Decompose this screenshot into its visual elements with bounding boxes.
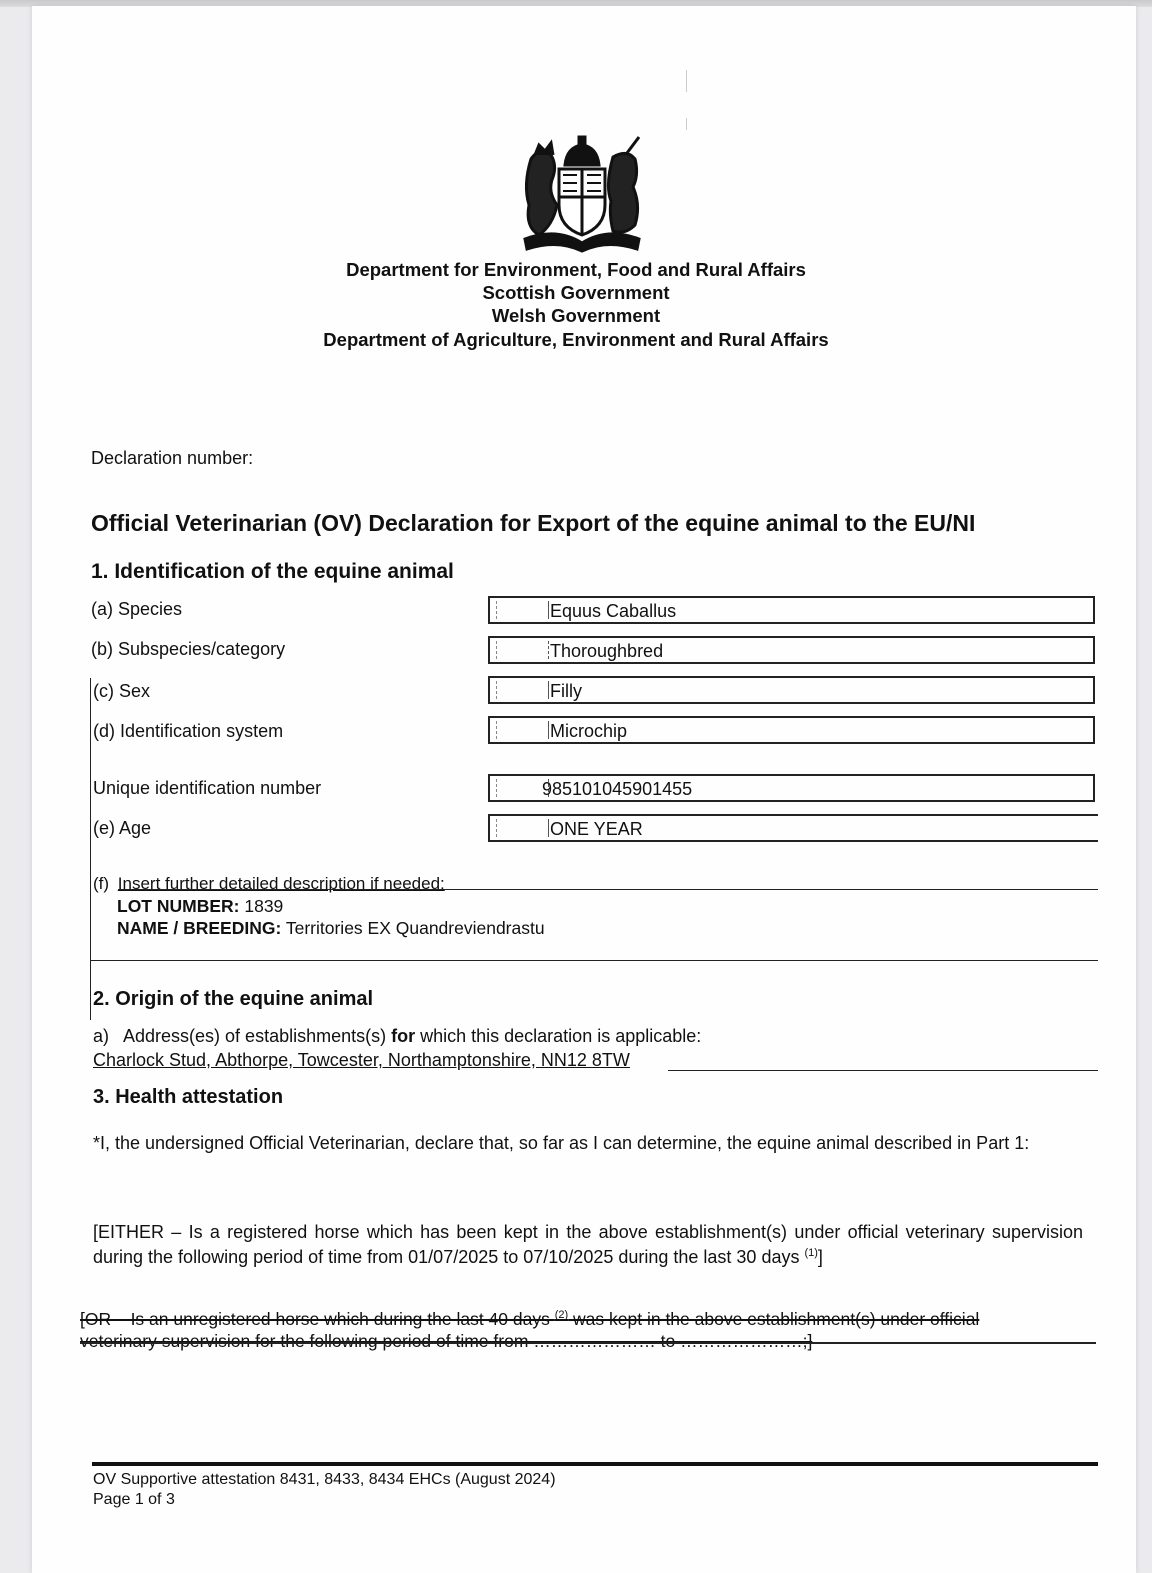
name-breeding-value: Territories EX Quandreviendrastu xyxy=(285,918,545,938)
or-clause-struck xyxy=(80,1308,1100,1352)
field-divider xyxy=(496,819,497,837)
royal-coat-of-arms-icon xyxy=(517,135,647,253)
species-value: Equus Caballus xyxy=(550,601,677,621)
further-prefix: (f) xyxy=(93,874,110,893)
department-welsh-gov: Welsh Government xyxy=(491,305,661,326)
declaration-number-label: Declaration number: xyxy=(91,448,254,468)
age-label: (e) Age xyxy=(93,818,152,838)
or-clause-line-2: veterinary supervision for the following period of time from ………………… to …………………;] xyxy=(80,1331,813,1351)
sex-field[interactable] xyxy=(488,676,1095,704)
age-value: ONE YEAR xyxy=(550,819,643,839)
identification-system-field[interactable] xyxy=(488,716,1095,744)
field-divider xyxy=(496,601,497,619)
address-label-post: which this declaration is applicable: xyxy=(415,1026,702,1046)
field-divider xyxy=(548,721,549,739)
subspecies-field[interactable] xyxy=(488,636,1095,664)
scan-mark xyxy=(686,70,687,92)
sex-value: Filly xyxy=(550,681,582,701)
page-title: Official Veterinarian (OV) Declaration for Export of the equine animal to the EU/NI xyxy=(91,510,976,536)
field-divider xyxy=(548,641,549,659)
sex-label: (c) Sex xyxy=(93,681,151,701)
page-number: Page 1 of 3 xyxy=(93,1491,175,1508)
establishment-address: Charlock Stud, Abthorpe, Towcester, Northamptonshire, NN12 8TW xyxy=(93,1050,630,1070)
address-label-bold: for xyxy=(391,1026,416,1046)
or-clause-line-1 xyxy=(80,1308,1100,1330)
lot-number-value: 1839 xyxy=(244,896,284,916)
name-breeding-label: NAME / BREEDING: xyxy=(117,918,282,938)
either-text: [EITHER – Is a registered horse which has been kept in the above establishment(s) under official veterinary supervision during the following period of time from 01/07/2025 to 07/10/2025 during the last 30 days xyxy=(93,1222,1083,1267)
field-divider xyxy=(548,819,549,837)
or-text-pre: [OR – Is an unregistered horse which during the last 40 days xyxy=(80,1309,555,1329)
section-1-heading: 1. Identification of the equine animal xyxy=(91,560,454,583)
section-2-heading: 2. Origin of the equine animal xyxy=(93,988,374,1010)
address-label xyxy=(93,1026,701,1047)
footer-reference: OV Supportive attestation 8431, 8433, 8434 EHCs (August 2024) xyxy=(93,1471,556,1488)
section-3-heading: 3. Health attestation xyxy=(93,1086,284,1108)
field-divider xyxy=(548,601,549,619)
either-footnote-ref: (1) xyxy=(804,1247,818,1259)
subspecies-value: Thoroughbred xyxy=(550,641,664,661)
unique-id-value: 985101045901455 xyxy=(542,779,693,799)
or-footnote-ref: (2) xyxy=(554,1309,569,1322)
either-close: ] xyxy=(817,1247,823,1267)
identification-system-value: Microchip xyxy=(550,721,628,741)
rule xyxy=(91,960,1098,961)
species-field[interactable] xyxy=(488,596,1095,624)
lot-number-label: LOT NUMBER: xyxy=(117,896,240,916)
lot-number xyxy=(117,896,283,917)
further-description-label xyxy=(93,874,445,894)
department-scottish-gov: Scottish Government xyxy=(482,282,670,303)
identification-system-label: (d) Identification system xyxy=(93,721,284,741)
department-daera: Department of Agriculture, Environment and Rural Affairs xyxy=(323,329,829,350)
field-divider xyxy=(548,681,549,699)
species-label: (a) Species xyxy=(91,599,183,619)
field-divider xyxy=(496,681,497,699)
age-field[interactable] xyxy=(488,814,1098,842)
rule xyxy=(668,1070,1098,1071)
rule xyxy=(118,889,1098,890)
attestation-intro: *I, the undersigned Official Veterinarian, declare that, so far as I can determine, the equine animal described in Part 1: xyxy=(93,1133,1030,1153)
name-breeding xyxy=(117,918,545,939)
further-label-text: Insert further detailed description if needed: xyxy=(117,874,445,893)
footer-rule xyxy=(92,1462,1098,1466)
strike-rule xyxy=(80,1342,1096,1344)
scan-mark xyxy=(686,118,687,130)
department-defra: Department for Environment, Food and Rural Affairs xyxy=(346,259,806,280)
unique-id-label: Unique identification number xyxy=(93,778,322,798)
margin-line xyxy=(90,678,91,1020)
field-divider xyxy=(496,641,497,659)
either-clause xyxy=(93,1220,1083,1270)
unique-id-field[interactable] xyxy=(488,774,1095,802)
field-divider xyxy=(496,779,497,797)
address-label-pre: a) Address(es) of establishments(s) xyxy=(93,1026,392,1046)
field-divider xyxy=(496,721,497,739)
subspecies-label: (b) Subspecies/category xyxy=(91,639,286,659)
or-text-post: was kept in the above establishment(s) under official xyxy=(568,1309,980,1329)
